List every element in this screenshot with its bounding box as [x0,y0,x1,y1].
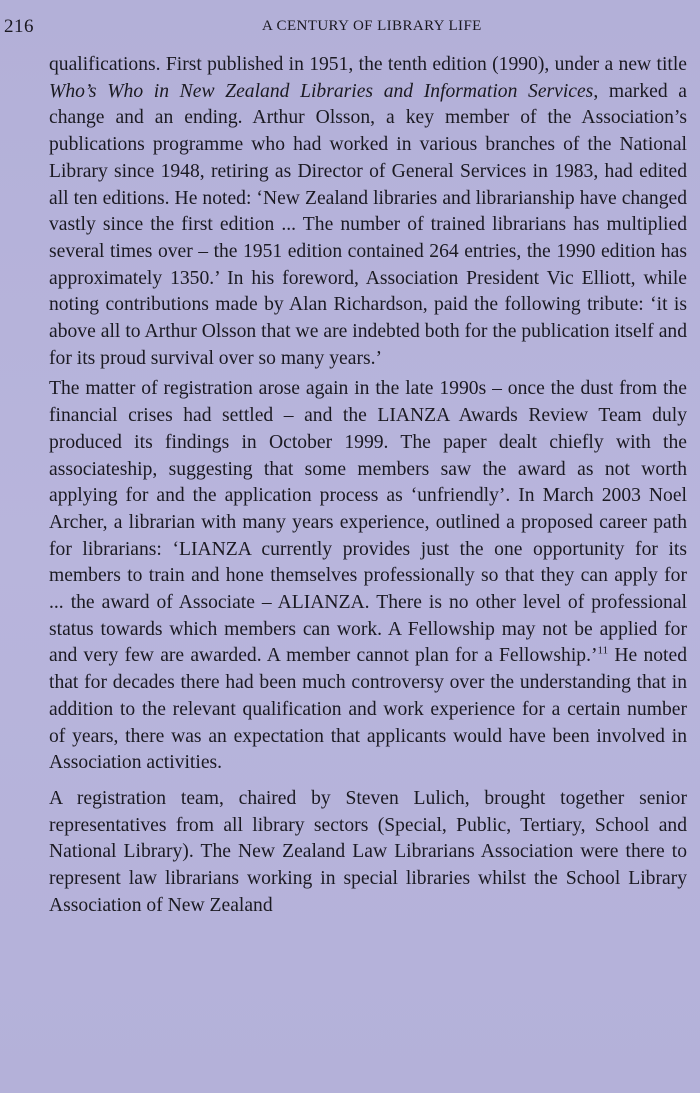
paragraph-2 [49,376,687,777]
book-title-italic: Who’s Who in New Zealand Libraries and Information Services [49,80,594,102]
paragraph-1-text-end: , marked a change and an ending. Arthur Olsson, a key member of the Association’s publications programme who had worked in various branches of the National Library since 1948, retiring as Director of General Services in 1983, had edited all ten editions. He noted: ‘New Zealand libraries and librarianship have changed vastly since the first edition ... The number of trained librarians has multiplied several times over – the 1951 edition contained 264 entries, the 1990 edition has approximately 1350.’ In his foreword, Association President Vic Elliott, while noting contributions made by Alan Richardson, paid the following tribute: ‘it is above all to Arthur Olsson that we are indebted both for the publication itself and for its proud survival over so many years.’ [49,80,687,369]
running-head-title: A CENTURY OF LIBRARY LIFE [262,18,482,34]
paragraph-2-text-start: The matter of registration arose again in the late 1990s – once the dust from the financial crises had settled – and the LIANZA Awards Review Team duly produced its findings in October 1999. The paper dealt chiefly with the associateship, suggesting that some members saw the award as not worth applying for and the application process as ‘unfriendly’. In March 2003 Noel Archer, a librarian with many years experience, outlined a proposed career path for librarians: ‘LIANZA currently provides just the one opportunity for its members to train and hone themselves professionally so that they can apply for ... the award of Associate – ALIANZA. There is no other level of professional status towards which members can work. A Fellowship may not be applied for and very few are awarded. A member cannot plan for a Fellowship.’ [49,378,687,667]
page-number: 216 [4,16,34,37]
paragraph-1-text-start: qualifications. First published in 1951, the tenth edition (1990), under a new title [49,54,687,75]
paragraph-1 [49,52,687,372]
paragraph-3-text: A registration team, chaired by Steven Lulich, brought together senior representatives from all library sectors (Special, Public, Tertiary, School and National Library). The New Zealand Law Librarians Association were there to represent law librarians working in special libraries whilst the School Library Association of New Zealand [49,787,687,916]
paragraph-3 [49,786,687,920]
running-head [0,12,700,38]
body-text [49,52,687,920]
paragraph-2-text-end: He noted that for decades there had been much controversy over the understanding that in addition to the relevant qualification and work experience for a certain number of years, there was an expectation that applicants would have been involved in Association activities. [49,645,687,774]
footnote-marker: 11 [597,644,609,657]
